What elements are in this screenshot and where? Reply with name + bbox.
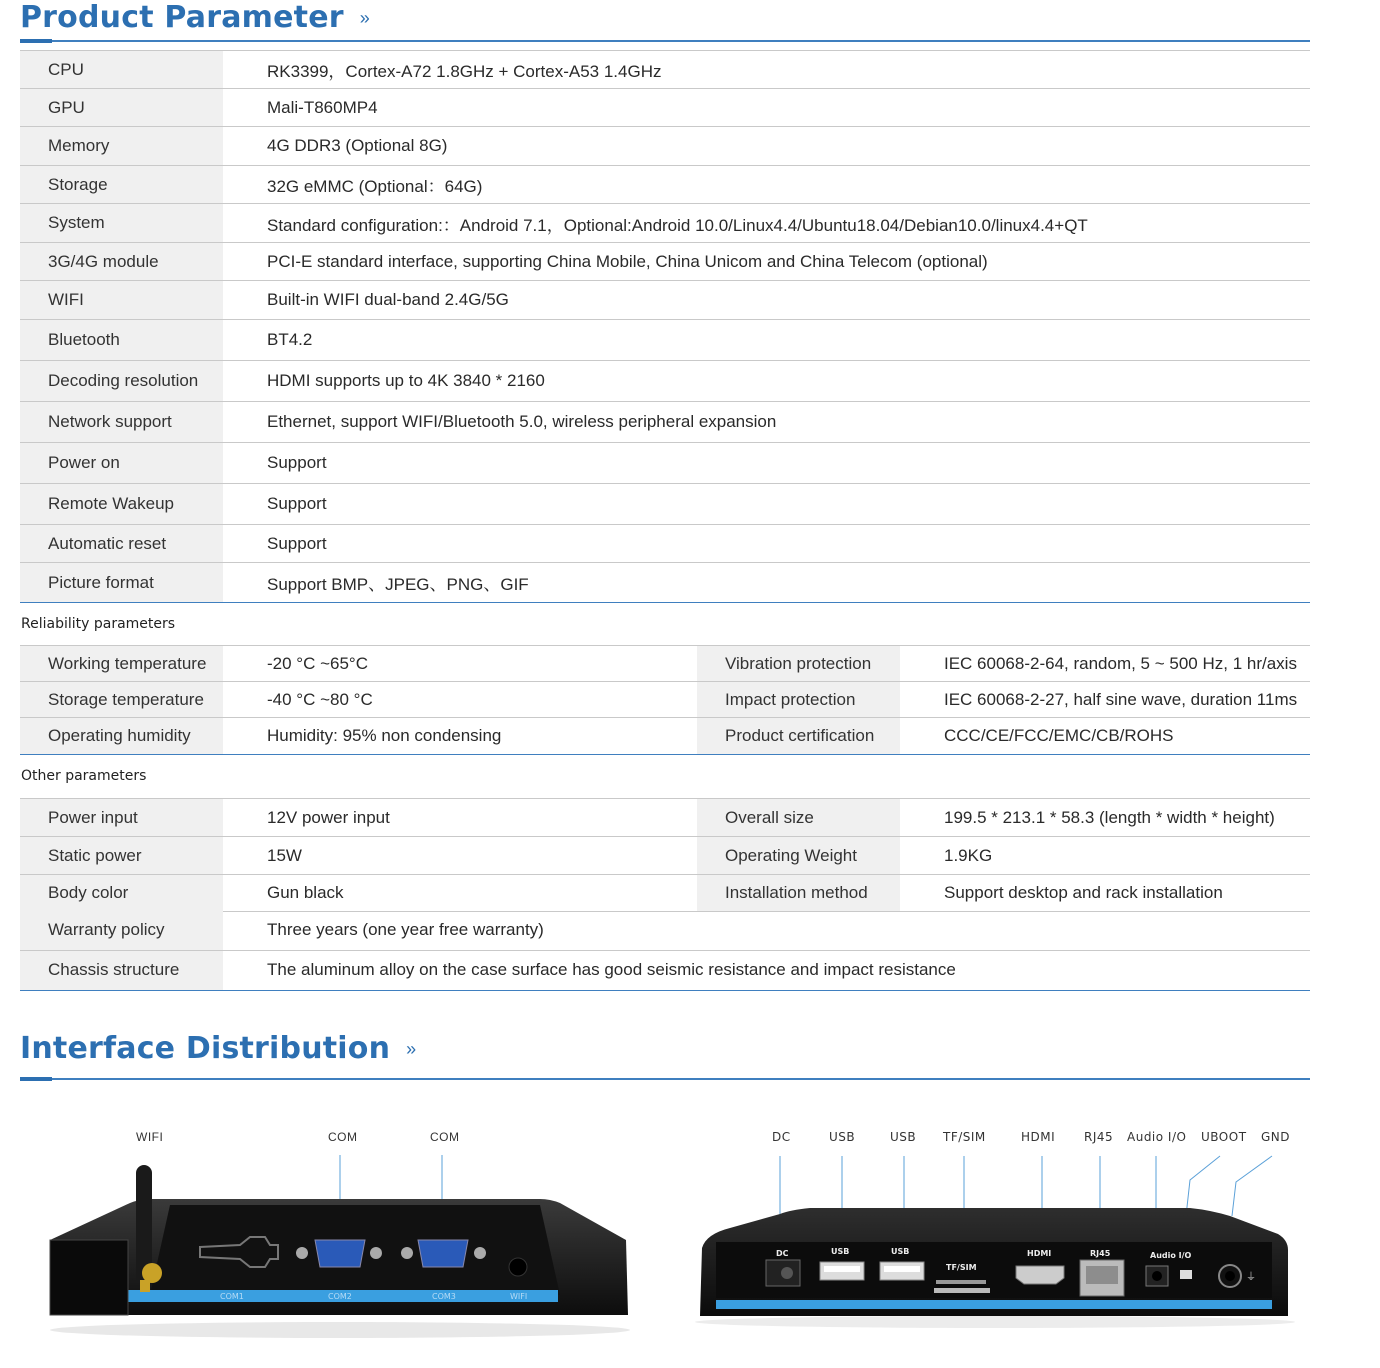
param-label: Operating humidity [20,718,223,755]
param-value: 4G DDR3 (Optional 8G) [223,127,1310,166]
param-label: Operating Weight [697,837,900,875]
param-value: -20 °C ~65°C [223,646,697,682]
reliability-heading: Reliability parameters [21,616,176,632]
product-parameter-table [20,50,1310,603]
param-value: The aluminum alloy on the case surface has good seismic resistance and impact resistance [223,950,1310,990]
table-row [20,950,1310,990]
param-label: Chassis structure [20,950,223,990]
param-label: Remote Wakeup [20,484,223,525]
table-row [20,911,1310,950]
device-rear-right-image [690,1150,1300,1340]
panel-label: USB [891,1247,910,1256]
table-row [20,443,1310,484]
port-label-uboot: UBOOT [1201,1130,1247,1144]
param-label: 3G/4G module [20,243,223,281]
table-row [20,361,1310,402]
param-label: Product certification [697,718,900,755]
param-value: PCI-E standard interface, supporting China Mobile, China Unicom and China Telecom (optional) [223,243,1310,281]
table-row [20,89,1310,127]
param-value: HDMI supports up to 4K 3840 * 2160 [223,361,1310,402]
strip-label: COM2 [328,1292,352,1301]
param-value: Support BMP、JPEG、PNG、GIF [223,563,1310,603]
param-label: Power on [20,443,223,484]
port-label-hdmi: HDMI [1021,1130,1056,1144]
param-label: Vibration protection [697,646,900,682]
title-accent-bar [20,39,52,43]
param-value: Three years (one year free warranty) [223,911,1310,950]
param-value: RK3399，Cortex-A72 1.8GHz + Cortex-A53 1.4GHz [223,51,1310,89]
param-label: Impact protection [697,682,900,718]
port-label-gnd: GND [1261,1130,1291,1144]
table-row [20,402,1310,443]
param-value: Gun black [223,875,697,912]
section-title: Product Parameter [20,0,344,35]
param-value: 12V power input [223,799,697,837]
param-value: CCC/CE/FCC/EMC/CB/ROHS [900,718,1310,755]
param-label: Power input [20,799,223,837]
panel-label: DC [776,1249,789,1258]
table-row [20,51,1310,89]
table-row [20,799,1310,837]
table-row [20,837,1310,875]
param-label: CPU [20,51,223,89]
param-value: Support [223,484,1310,525]
other-wide-table [20,911,1310,991]
param-value: BT4.2 [223,320,1310,361]
param-value: Support [223,443,1310,484]
port-label-dc: DC [772,1130,791,1144]
port-label-com: COM [328,1130,358,1144]
table-row [20,646,1310,682]
param-label: GPU [20,89,223,127]
title-divider [20,40,1310,42]
table-row [20,875,1310,912]
reliability-table [20,645,1310,755]
table-row [20,718,1310,755]
product-parameter-header [20,0,370,35]
table-row [20,204,1310,243]
param-label: Bluetooth [20,320,223,361]
param-label: System [20,204,223,243]
svg-text:⏚: ⏚ [1246,1272,1256,1283]
panel-label: RJ45 [1090,1249,1111,1258]
panel-label: USB [831,1247,850,1256]
param-value: 1.9KG [900,837,1310,875]
panel-label: TF/SIM [946,1263,977,1272]
port-label-tf-sim: TF/SIM [943,1130,986,1144]
param-label: Storage temperature [20,682,223,718]
title-divider [20,1078,1310,1080]
table-row [20,166,1310,204]
double-chevron-icon: » [406,1039,417,1059]
port-label-usb: USB [890,1130,917,1144]
param-label: WIFI [20,281,223,320]
port-label-com: COM [430,1130,460,1144]
param-label: Body color [20,875,223,912]
param-value: IEC 60068-2-64, random, 5 ~ 500 Hz, 1 hr/axis [900,646,1310,682]
panel-label: Audio I/O [1150,1251,1192,1260]
table-row [20,563,1310,603]
param-value: -40 °C ~80 °C [223,682,697,718]
table-row [20,281,1310,320]
param-label: Installation method [697,875,900,912]
port-label-usb: USB [829,1130,856,1144]
interface-distribution-header [20,1031,416,1066]
other-table [20,798,1310,912]
port-label-wifi: WIFI [136,1130,164,1144]
strip-label: COM3 [432,1292,456,1301]
param-label: Warranty policy [20,911,223,950]
table-row [20,243,1310,281]
param-value: Support [223,525,1310,563]
param-value: Ethernet, support WIFI/Bluetooth 5.0, wireless peripheral expansion [223,402,1310,443]
table-row [20,682,1310,718]
double-chevron-icon: » [359,8,370,28]
param-label: Automatic reset [20,525,223,563]
table-row [20,525,1310,563]
param-label: Picture format [20,563,223,603]
param-value: 199.5 * 213.1 * 58.3 (length * width * height) [900,799,1310,837]
param-label: Decoding resolution [20,361,223,402]
param-value: Mali-T860MP4 [223,89,1310,127]
table-row [20,484,1310,525]
param-value: Built-in WIFI dual-band 2.4G/5G [223,281,1310,320]
panel-label: HDMI [1027,1249,1052,1258]
param-value: Humidity: 95% non condensing [223,718,697,755]
param-value: IEC 60068-2-27, half sine wave, duration 11ms [900,682,1310,718]
section-title: Interface Distribution [20,1031,391,1066]
param-label: Static power [20,837,223,875]
port-label-rj45: RJ45 [1084,1130,1114,1144]
table-row [20,127,1310,166]
strip-label: WIFI [510,1292,528,1301]
param-label: Memory [20,127,223,166]
param-label: Storage [20,166,223,204]
table-row [20,320,1310,361]
title-accent-bar [20,1077,52,1081]
device-rear-left-image [40,1145,640,1345]
param-value: Standard configuration:：Android 7.1，Optional:Android 10.0/Linux4.4/Ubuntu18.04/Debian10.0/linux4.4+QT [223,204,1310,243]
other-heading: Other parameters [21,768,147,784]
port-label-audio-io: Audio I/O [1127,1130,1187,1144]
param-label: Working temperature [20,646,223,682]
param-value: 32G eMMC (Optional：64G) [223,166,1310,204]
param-label: Network support [20,402,223,443]
param-value: Support desktop and rack installation [900,875,1310,912]
strip-label: COM1 [220,1292,244,1301]
param-value: 15W [223,837,697,875]
param-label: Overall size [697,799,900,837]
